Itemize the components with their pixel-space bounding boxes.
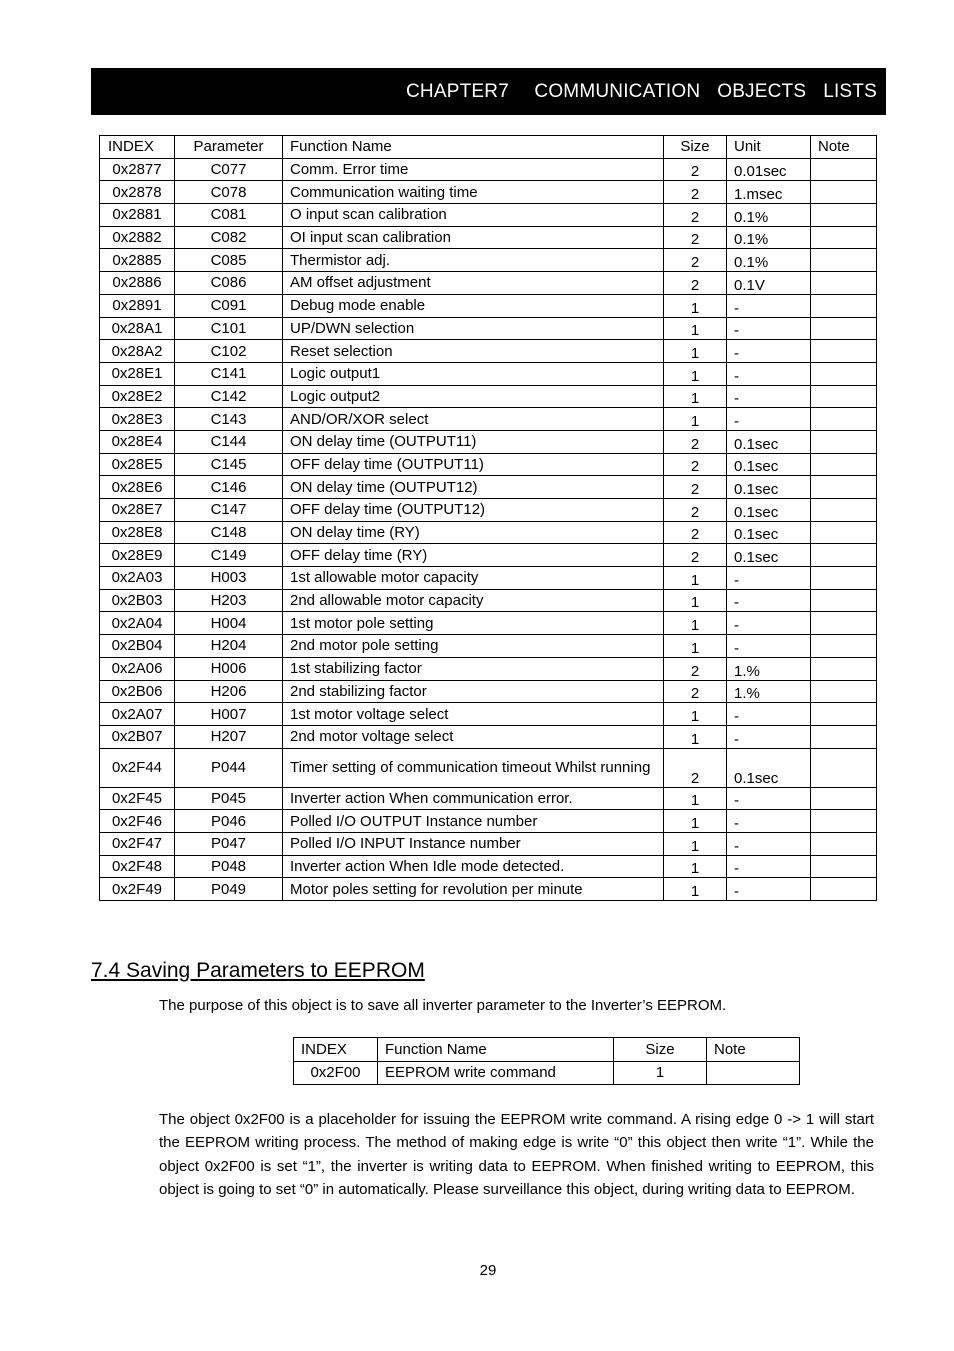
eeprom-description: The object 0x2F00 is a placeholder for issuing the EEPROM write command. A rising edge 0 -> 1 will start the EEPROM writing process. The method of making edge is write “0” this object then write “1”. While the object 0x2F00 is set “1”, the inverter is writing data to EEPROM. When finished writing to EEPROM, this object is going to set “0” in automatically. Please surveillance this object, during writing data to EEPROM.: [159, 1111, 874, 1199]
eeprom-note-cell: [707, 1061, 800, 1085]
parameter-cell: P049: [175, 878, 283, 901]
table-row: [100, 158, 877, 181]
parameter-cell: H206: [175, 680, 283, 703]
unit-cell: -: [727, 340, 811, 363]
unit-cell: -: [727, 787, 811, 810]
parameter-cell: C081: [175, 204, 283, 227]
index-cell: 0x28E4: [100, 430, 175, 453]
function-name-cell: ON delay time (OUTPUT11): [283, 430, 664, 453]
index-cell: 0x2886: [100, 272, 175, 295]
parameter-cell: C142: [175, 385, 283, 408]
section-intro: The purpose of this object is to save all inverter parameter to the Inverter’s EEPROM.: [159, 997, 727, 1014]
note-cell: [811, 725, 877, 748]
index-cell: 0x28E9: [100, 544, 175, 567]
note-cell: [811, 703, 877, 726]
parameter-cell: P048: [175, 855, 283, 878]
parameter-cell: H007: [175, 703, 283, 726]
note-cell: [811, 635, 877, 658]
function-name-cell: 1st stabilizing factor: [283, 657, 664, 680]
function-name-cell: 2nd motor pole setting: [283, 635, 664, 658]
size-cell: 1: [664, 787, 727, 810]
function-name-cell: AND/OR/XOR select: [283, 408, 664, 431]
unit-cell: 0.1sec: [727, 430, 811, 453]
function-name-cell: Comm. Error time: [283, 158, 664, 181]
function-name-cell: OFF delay time (OUTPUT11): [283, 453, 664, 476]
size-cell: 2: [664, 680, 727, 703]
unit-cell: -: [727, 317, 811, 340]
parameter-cell: H207: [175, 725, 283, 748]
unit-cell: 0.1sec: [727, 499, 811, 522]
parameter-cell: C102: [175, 340, 283, 363]
table-row: [100, 340, 877, 363]
table-row: [100, 521, 877, 544]
page-number: 29: [479, 1262, 497, 1279]
unit-cell: -: [727, 385, 811, 408]
index-cell: 0x28E8: [100, 521, 175, 544]
function-name-cell: 2nd allowable motor capacity: [283, 589, 664, 612]
header-note: Note: [811, 136, 877, 159]
index-cell: 0x28E2: [100, 385, 175, 408]
size-cell: 1: [664, 340, 727, 363]
index-cell: 0x2B04: [100, 635, 175, 658]
function-name-cell: 2nd motor voltage select: [283, 725, 664, 748]
header-parameter: Parameter: [175, 136, 283, 159]
index-cell: 0x2B06: [100, 680, 175, 703]
unit-cell: -: [727, 878, 811, 901]
index-cell: 0x2885: [100, 249, 175, 272]
size-cell: 1: [664, 725, 727, 748]
function-name-cell: Communication waiting time: [283, 181, 664, 204]
function-name-cell: 2nd stabilizing factor: [283, 680, 664, 703]
note-cell: [811, 499, 877, 522]
table-row: [100, 878, 877, 901]
unit-cell: 0.1%: [727, 249, 811, 272]
table-header-row: [100, 136, 877, 159]
unit-cell: 0.1sec: [727, 476, 811, 499]
function-name-cell: Inverter action When Idle mode detected.: [283, 855, 664, 878]
unit-cell: 0.1sec: [727, 521, 811, 544]
index-cell: 0x28A2: [100, 340, 175, 363]
note-cell: [811, 158, 877, 181]
unit-cell: 0.01sec: [727, 158, 811, 181]
unit-cell: 0.1sec: [727, 453, 811, 476]
communication-objects-table: [99, 135, 877, 901]
function-name-cell: Thermistor adj.: [283, 249, 664, 272]
parameter-cell: C085: [175, 249, 283, 272]
function-name-cell: OFF delay time (RY): [283, 544, 664, 567]
function-name-cell: UP/DWN selection: [283, 317, 664, 340]
note-cell: [811, 430, 877, 453]
size-cell: 2: [664, 476, 727, 499]
parameter-cell: C145: [175, 453, 283, 476]
index-cell: 0x2F47: [100, 832, 175, 855]
unit-cell: 1.msec: [727, 181, 811, 204]
size-cell: 1: [664, 589, 727, 612]
size-cell: 1: [664, 810, 727, 833]
note-cell: [811, 544, 877, 567]
index-cell: 0x2F44: [100, 748, 175, 787]
index-cell: 0x28E5: [100, 453, 175, 476]
note-cell: [811, 294, 877, 317]
eeprom-row: [294, 1061, 800, 1085]
index-cell: 0x2F48: [100, 855, 175, 878]
table-row: [100, 226, 877, 249]
unit-cell: -: [727, 612, 811, 635]
unit-cell: 1.%: [727, 680, 811, 703]
header-unit: Unit: [727, 136, 811, 159]
table-row: [100, 810, 877, 833]
index-cell: 0x2881: [100, 204, 175, 227]
parameter-cell: C091: [175, 294, 283, 317]
function-name-cell: Polled I/O OUTPUT Instance number: [283, 810, 664, 833]
size-cell: 2: [664, 657, 727, 680]
unit-cell: 0.1sec: [727, 544, 811, 567]
table-row: [100, 249, 877, 272]
note-cell: [811, 272, 877, 295]
table-row: [100, 476, 877, 499]
table-row: [100, 408, 877, 431]
unit-cell: -: [727, 589, 811, 612]
eeprom-table: [293, 1037, 800, 1085]
index-cell: 0x2878: [100, 181, 175, 204]
parameter-cell: P047: [175, 832, 283, 855]
eeprom-header-index: INDEX: [294, 1038, 378, 1062]
size-cell: 1: [664, 362, 727, 385]
parameter-cell: P045: [175, 787, 283, 810]
size-cell: 2: [664, 204, 727, 227]
index-cell: 0x2A04: [100, 612, 175, 635]
table-row: [100, 680, 877, 703]
function-name-cell: Debug mode enable: [283, 294, 664, 317]
function-name-cell: 1st motor voltage select: [283, 703, 664, 726]
index-cell: 0x28E7: [100, 499, 175, 522]
note-cell: [811, 657, 877, 680]
note-cell: [811, 680, 877, 703]
eeprom-function-cell: EEPROM write command: [378, 1061, 614, 1085]
section-title: 7.4 Saving Parameters to EEPROM: [91, 959, 425, 982]
parameter-cell: P046: [175, 810, 283, 833]
unit-cell: -: [727, 362, 811, 385]
unit-cell: 0.1V: [727, 272, 811, 295]
size-cell: 2: [664, 430, 727, 453]
note-cell: [811, 362, 877, 385]
parameter-cell: C078: [175, 181, 283, 204]
function-name-cell: OI input scan calibration: [283, 226, 664, 249]
note-cell: [811, 340, 877, 363]
table-row: [100, 832, 877, 855]
size-cell: 1: [664, 832, 727, 855]
index-cell: 0x2882: [100, 226, 175, 249]
index-cell: 0x2B03: [100, 589, 175, 612]
function-name-cell: 1st motor pole setting: [283, 612, 664, 635]
index-cell: 0x2F46: [100, 810, 175, 833]
size-cell: 1: [664, 385, 727, 408]
table-row: [100, 294, 877, 317]
parameter-cell: C149: [175, 544, 283, 567]
index-cell: 0x2A06: [100, 657, 175, 680]
table-row: [100, 855, 877, 878]
eeprom-header-note: Note: [707, 1038, 800, 1062]
note-cell: [811, 204, 877, 227]
function-name-cell: Inverter action When communication error.: [283, 787, 664, 810]
unit-cell: -: [727, 635, 811, 658]
unit-cell: -: [727, 703, 811, 726]
size-cell: 2: [664, 521, 727, 544]
unit-cell: 0.1%: [727, 226, 811, 249]
parameter-cell: C144: [175, 430, 283, 453]
function-name-cell: OFF delay time (OUTPUT12): [283, 499, 664, 522]
unit-cell: -: [727, 832, 811, 855]
parameter-cell: H204: [175, 635, 283, 658]
unit-cell: -: [727, 810, 811, 833]
size-cell: 1: [664, 294, 727, 317]
index-cell: 0x28E6: [100, 476, 175, 499]
note-cell: [811, 855, 877, 878]
table-row: [100, 703, 877, 726]
function-name-cell: 1st allowable motor capacity: [283, 567, 664, 590]
note-cell: [811, 787, 877, 810]
size-cell: 1: [664, 635, 727, 658]
index-cell: 0x28E1: [100, 362, 175, 385]
function-name-cell: ON delay time (OUTPUT12): [283, 476, 664, 499]
header-function-name: Function Name: [283, 136, 664, 159]
table-row: [100, 453, 877, 476]
eeprom-size-cell: 1: [614, 1061, 707, 1085]
size-cell: 2: [664, 226, 727, 249]
size-cell: 1: [664, 567, 727, 590]
parameter-cell: C086: [175, 272, 283, 295]
size-cell: 1: [664, 855, 727, 878]
size-cell: 2: [664, 748, 727, 787]
note-cell: [811, 748, 877, 787]
size-cell: 1: [664, 317, 727, 340]
table-row: [100, 635, 877, 658]
note-cell: [811, 810, 877, 833]
index-cell: 0x2F45: [100, 787, 175, 810]
note-cell: [811, 832, 877, 855]
index-cell: 0x2A07: [100, 703, 175, 726]
table-row: [100, 499, 877, 522]
note-cell: [811, 476, 877, 499]
note-cell: [811, 226, 877, 249]
note-cell: [811, 181, 877, 204]
size-cell: 2: [664, 272, 727, 295]
table-row: [100, 748, 877, 787]
size-cell: 1: [664, 703, 727, 726]
function-name-cell: Motor poles setting for revolution per minute: [283, 878, 664, 901]
unit-cell: -: [727, 294, 811, 317]
note-cell: [811, 317, 877, 340]
table-row: [100, 385, 877, 408]
table-row: [100, 181, 877, 204]
size-cell: 1: [664, 612, 727, 635]
function-name-cell: Polled I/O INPUT Instance number: [283, 832, 664, 855]
parameter-cell: H004: [175, 612, 283, 635]
function-name-cell: O input scan calibration: [283, 204, 664, 227]
function-name-cell: Logic output1: [283, 362, 664, 385]
table-row: [100, 317, 877, 340]
table-row: [100, 430, 877, 453]
function-name-cell: Timer setting of communication timeout Whilst running: [283, 748, 664, 787]
index-cell: 0x2B07: [100, 725, 175, 748]
function-name-cell: ON delay time (RY): [283, 521, 664, 544]
table-row: [100, 612, 877, 635]
note-cell: [811, 567, 877, 590]
parameter-cell: P044: [175, 748, 283, 787]
table-row: [100, 544, 877, 567]
parameter-cell: H003: [175, 567, 283, 590]
note-cell: [811, 612, 877, 635]
size-cell: 2: [664, 249, 727, 272]
eeprom-index-cell: 0x2F00: [294, 1061, 378, 1085]
table-row: [100, 362, 877, 385]
eeprom-header-function-name: Function Name: [378, 1038, 614, 1062]
note-cell: [811, 408, 877, 431]
unit-cell: -: [727, 567, 811, 590]
note-cell: [811, 453, 877, 476]
index-cell: 0x2A03: [100, 567, 175, 590]
size-cell: 2: [664, 544, 727, 567]
size-cell: 2: [664, 181, 727, 204]
table-row: [100, 204, 877, 227]
index-cell: 0x2891: [100, 294, 175, 317]
size-cell: 2: [664, 499, 727, 522]
table-row: [100, 787, 877, 810]
index-cell: 0x28E3: [100, 408, 175, 431]
eeprom-header-size: Size: [614, 1038, 707, 1062]
parameter-cell: C148: [175, 521, 283, 544]
size-cell: 1: [664, 408, 727, 431]
note-cell: [811, 385, 877, 408]
table-row: [100, 725, 877, 748]
parameter-cell: C143: [175, 408, 283, 431]
parameter-cell: H006: [175, 657, 283, 680]
eeprom-header-row: [294, 1038, 800, 1062]
note-cell: [811, 589, 877, 612]
parameter-cell: H203: [175, 589, 283, 612]
parameter-cell: C077: [175, 158, 283, 181]
note-cell: [811, 878, 877, 901]
header-index: INDEX: [100, 136, 175, 159]
unit-cell: 0.1sec: [727, 748, 811, 787]
size-cell: 1: [664, 878, 727, 901]
unit-cell: -: [727, 855, 811, 878]
parameter-cell: C082: [175, 226, 283, 249]
unit-cell: -: [727, 408, 811, 431]
size-cell: 2: [664, 158, 727, 181]
index-cell: 0x2F49: [100, 878, 175, 901]
chapter-title: CHAPTER7 COMMUNICATION OBJECTS LISTS: [406, 81, 877, 102]
function-name-cell: AM offset adjustment: [283, 272, 664, 295]
unit-cell: -: [727, 725, 811, 748]
note-cell: [811, 521, 877, 544]
table-row: [100, 567, 877, 590]
index-cell: 0x28A1: [100, 317, 175, 340]
unit-cell: 0.1%: [727, 204, 811, 227]
function-name-cell: Reset selection: [283, 340, 664, 363]
index-cell: 0x2877: [100, 158, 175, 181]
unit-cell: 1.%: [727, 657, 811, 680]
table-row: [100, 272, 877, 295]
note-cell: [811, 249, 877, 272]
parameter-cell: C146: [175, 476, 283, 499]
function-name-cell: Logic output2: [283, 385, 664, 408]
parameter-cell: C147: [175, 499, 283, 522]
parameter-cell: C101: [175, 317, 283, 340]
chapter-header-bar: [91, 68, 886, 115]
parameter-cell: C141: [175, 362, 283, 385]
size-cell: 2: [664, 453, 727, 476]
table-row: [100, 657, 877, 680]
table-row: [100, 589, 877, 612]
header-size: Size: [664, 136, 727, 159]
